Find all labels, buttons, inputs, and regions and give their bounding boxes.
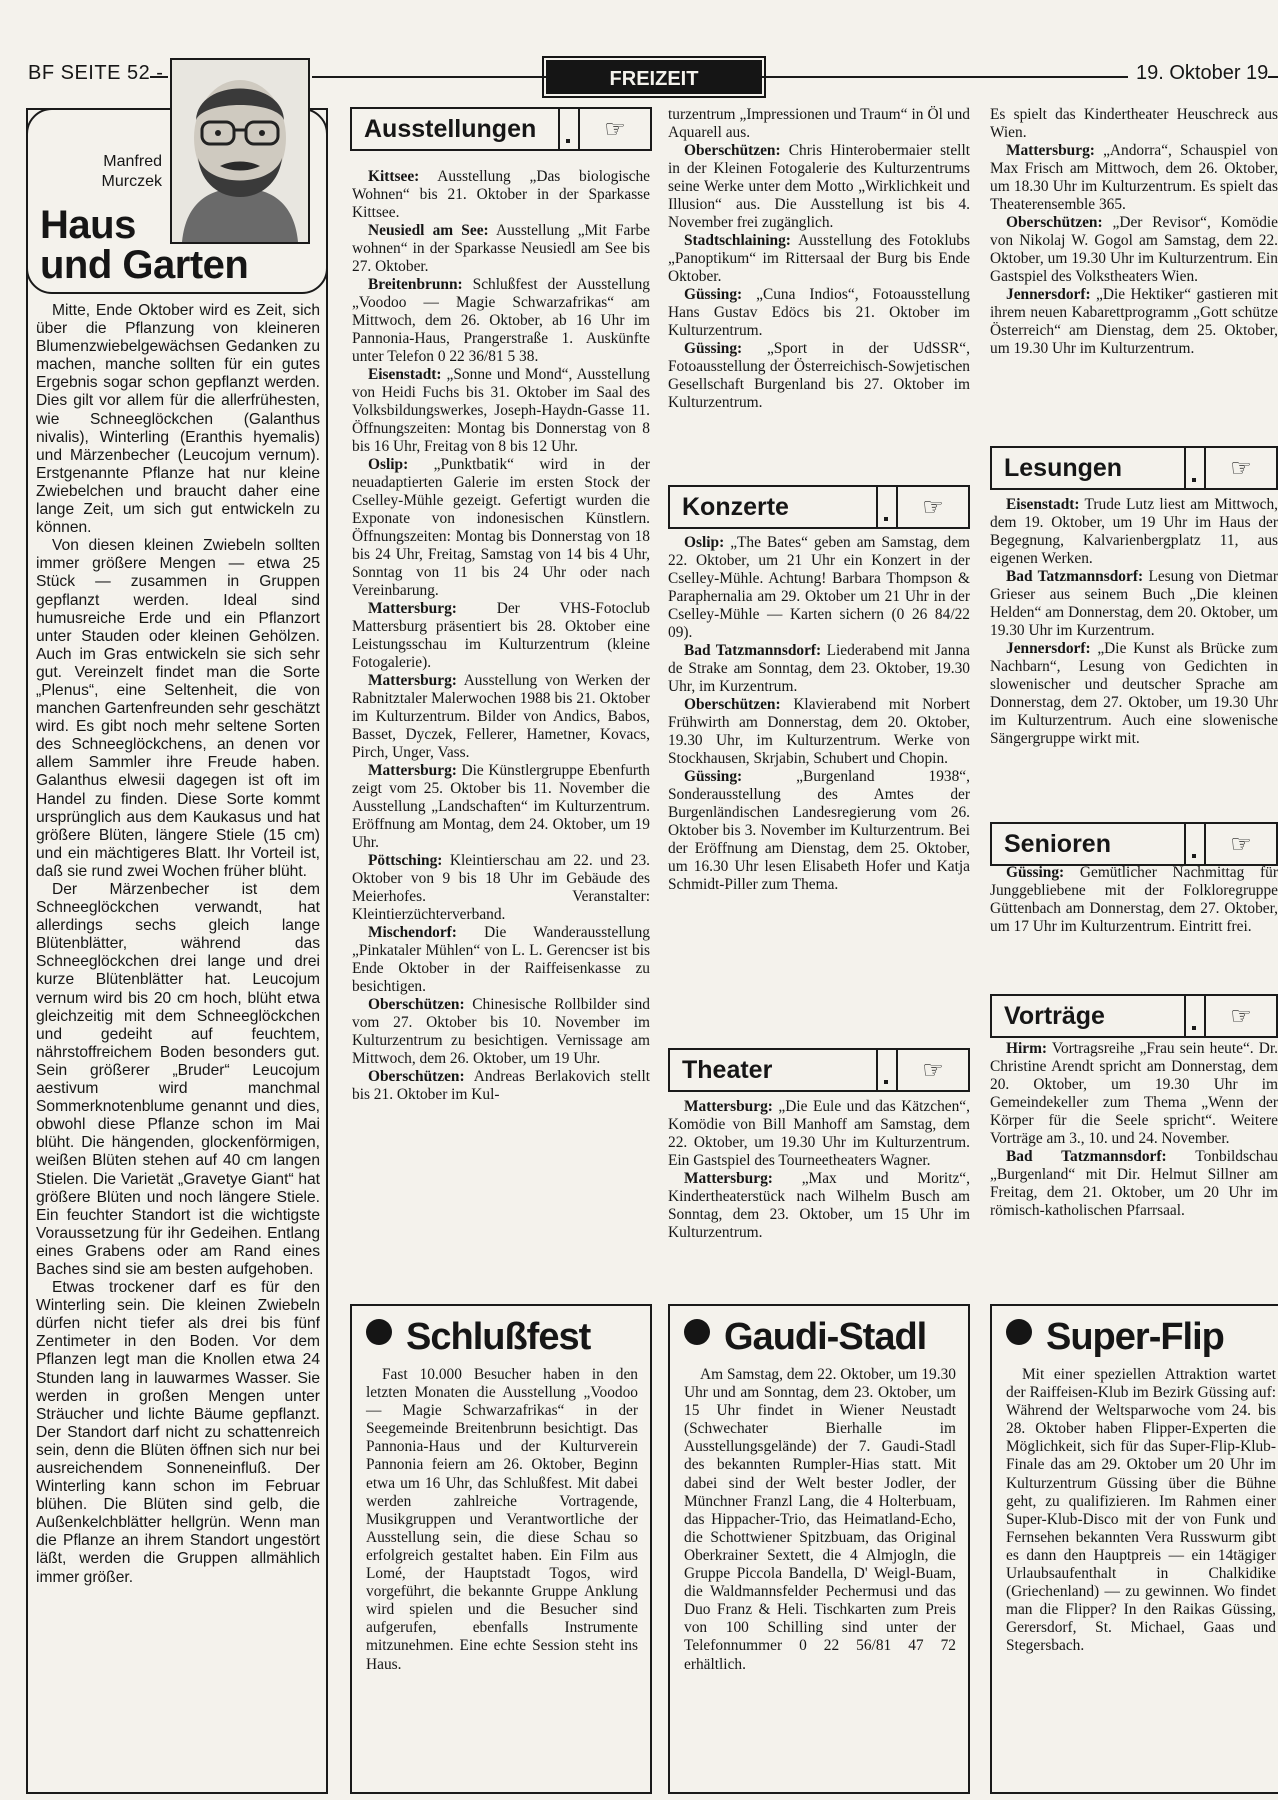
pointing-hand-icon: ☞: [922, 1056, 944, 1084]
feature-box-title: [1006, 1314, 1276, 1360]
listing-text: „Die Kunst als Brücke zum Nachbarn“, Lesung von Gedichten in slowenischer und deutscher Sprache am Donnerstag, dem 27. Oktober, um 19.30 Uhr im Kulturzentrum. Auch eine slowenische Sängergruppe wirkt mit.: [990, 640, 1278, 747]
listing-entry: [990, 568, 1278, 640]
listing-entry: [990, 640, 1278, 748]
listing-text: „Sport in der UdSSR“, Fotoausstellung der Österreichisch-Sowjetischen Gesellschaft Burgenland bis 27. Oktober im Kulturzentrum.: [668, 340, 970, 411]
listing-entry: [990, 214, 1278, 286]
listing-ausstellungen-continued: [668, 106, 970, 412]
listing-text: „Die Hektiker“ gastieren mit ihrem neuen Kabarettprogramm „Gott schütze Österreich“ am Dienstag, dem 25. Oktober, um 19.30 Uhr im Kulturzentrum.: [990, 286, 1278, 357]
feature-box-text: Fast 10.000 Besucher haben in den letzten Monaten die Ausstellung „Voodoo — Magie Schwarzafrikas“ in der Seegemeinde Breitenbrunn besichtigt. Das Pannonia-Haus und der Kulturverein Pannonia feiern am 26. Oktober, Beginn etwa um 16 Uhr, das Schlußfest. Mit dabei werden zahlreiche Vortragende, Musikgruppen und Verantwortliche der Ausstellung sein, die diese Schau so erfolgreich gestaltet haben. Ein Film aus Lomé, der Hauptstadt Togos, wird vorgeführt, die bekannte Gruppe Anklung wird spielen und die Besucher sind aufgerufen, ebenfalls Instrumente mitzunehmen. Eine echte Session steht ins Haus.: [366, 1366, 638, 1673]
listing-place: Güssing:: [684, 768, 743, 785]
listing-entry: [668, 1098, 970, 1170]
listing-text: Vortragsreihe „Frau sein heute“. Dr. Christine Arendt spricht am Donnerstag, dem 20. Oktober, um 19.30 Uhr im Gemeindekeller zum Thema „Wenn der Körper für die Seele spricht“. Weitere Vorträge am 3., 10. und 24. November.: [990, 1040, 1278, 1147]
listing-text: Chris Hinterobermaier stellt in der Kleinen Fotogalerie des Kulturzentrums seine Werke unter dem Motto „Wirklichkeit und Illusion“ aus. Die Ausstellung ist bis 4. November frei zugänglich.: [668, 142, 970, 231]
listing-text: Ausstellung des Fotoklubs „Panoptikum“ im Rittersaal der Burg bis Ende Oktober.: [668, 232, 970, 285]
listing-place: Stadtschlaining:: [684, 232, 791, 249]
listing-text: Ausstellung „Mit Farbe wohnen“ in der Sparkasse Neusiedl am See bis 27. Oktober.: [352, 222, 651, 275]
feature-box-text: Mit einer speziellen Attraktion wartet der Raiffeisen-Klub im Bezirk Güssing auf: Während der Weltsparwoche vom 24. bis 28. Oktober haben Flipper-Experten die Möglichkeit, sich für das Super-Flip-Klub-Finale das am 29. Oktober um 20 Uhr im Kulturzentrum Güssing über die Bühne geht, zu qualifizieren. Im Rahmen einer Super-Klub-Disco mit der von Funk und Fernsehen bekannten Vera Russwurm gibt es dann den Hauptpreis — ein 14tägiger Urlaubsaufenthalt in Chalkidike (Griechenland) — zu gewinnen. Wo findet man die Flipper? In den Raikas Güssing, Gerersdorf, St. Michael, Gaas und Stegersbach.: [1006, 1366, 1276, 1655]
listing-place: Oberschützen:: [368, 1068, 465, 1085]
listing-place: Bad Tatzmannsdorf:: [684, 642, 822, 659]
feature-box-super-flip: [990, 1304, 1278, 1794]
listing-entry: [352, 672, 650, 762]
listing-place: Mattersburg:: [368, 600, 457, 617]
listing-text: Gemütlicher Nachmittag für Junggebliebene mit der Folkloregruppe Güttenbach am Donnerstag, dem 27. Oktober, um 17 Uhr im Kulturzentrum. Eintritt frei.: [990, 864, 1278, 935]
pointing-hand-icon: ☞: [1230, 454, 1252, 482]
listing-entry: [668, 340, 970, 412]
listing-place: Eisenstadt:: [1006, 496, 1080, 513]
listing-text: Ausstellung von Werken der Rabnitztaler Malerwochen 1988 bis 21. Oktober im Kulturzentrum. Bilder von Andics, Babos, Basset, Dyczek, Fellerer, Hametner, Kovacs, Pirch, Unger, Vass.: [352, 672, 651, 761]
listing-text: „Die Eule und das Kätzchen“, Komödie von Bill Manhoff am Samstag, dem 22. Oktober, um 19.30 Uhr im Kulturzentrum. Ein Gastspiel des Tourneetheaters Wagner.: [668, 1098, 970, 1169]
listing-entry: [352, 600, 650, 672]
pointing-hand-icon: ☞: [1230, 1002, 1252, 1030]
listing-entry: [668, 142, 970, 232]
listing-entry: [990, 142, 1278, 214]
feature-box-gaudi-stadl: [668, 1304, 970, 1794]
section-header-vortraege: [990, 994, 1278, 1038]
listing-place: Kittsee:: [368, 168, 420, 185]
listing-entry: [668, 768, 970, 894]
listing-text: Schlußfest der Ausstellung „Voodoo — Magie Schwarzafrikas“ am Mittwoch, dem 26. Oktober, ab 16 Uhr im Pannonia-Haus, Prangerstraße 1. Auskünfte unter Telefon 0 22 36/81 5 38.: [352, 276, 650, 365]
listing-text: Es spielt das Kindertheater Heuschreck aus Wien.: [990, 106, 1278, 141]
author-byline: [50, 152, 162, 192]
section-marker: [876, 487, 898, 527]
article-body: [36, 302, 320, 1587]
listing-place: Güssing:: [684, 286, 743, 303]
section-marker: [1184, 448, 1206, 488]
listing-place: Pöttsching:: [368, 852, 443, 869]
listing-text: „Sonne und Mond“, Ausstellung von Heidi Fuchs bis 31. Oktober im Saal des Volksbildungswerkes, Joseph-Haydn-Gasse 11. Öffnungszeiten: Montag bis Donnerstag von 8 bis 16 Uhr, Freitag von 8 bis 12 Uhr.: [352, 366, 650, 455]
listing-entry: [668, 696, 970, 768]
listing-place: Jennersdorf:: [1006, 640, 1091, 657]
listing-text: Klavierabend mit Norbert Frühwirth am Donnerstag, dem 20. Oktober, 19.30 Uhr, im Kulturzentrum. Werke von Stockhausen, Skrjabin, Schubert und Chopin.: [668, 696, 970, 767]
listing-entry: [352, 168, 650, 222]
listing-entry: [668, 1170, 970, 1242]
listing-place: Oberschützen:: [684, 696, 781, 713]
section-title: Ausstellungen: [364, 115, 537, 143]
listing-text: „Der Revisor“, Komödie von Nikolaj W. Gogol am Samstag, dem 22. Oktober, um 19.30 Uhr im Kulturzentrum. Ein Gastspiel des Volkstheaters Wien.: [990, 214, 1278, 285]
listing-text: „Max und Moritz“, Kindertheaterstück nach Wilhelm Busch am Sonntag, dem 23. Oktober, um 15 Uhr im Kulturzentrum.: [668, 1170, 970, 1241]
listing-entry: [352, 762, 650, 852]
section-header-konzerte: [668, 485, 970, 529]
listing-vortraege: [990, 1040, 1278, 1220]
section-header-senioren: [990, 822, 1278, 866]
listing-konzerte: [668, 534, 970, 894]
listing-entry: [668, 642, 970, 696]
section-badge: FREIZEIT: [546, 60, 762, 94]
listing-text: turzentrum „Impressionen und Traum“ in Öl und Aquarell aus.: [668, 106, 970, 141]
issue-date: 19. Oktober 19: [1128, 62, 1268, 85]
feature-box-title: [684, 1314, 956, 1360]
listing-place: Mattersburg:: [684, 1170, 773, 1187]
listing-place: Oslip:: [368, 456, 409, 473]
listing-place: Jennersdorf:: [1006, 286, 1091, 303]
article-paragraph: Der Märzenbecher ist dem Schneeglöckchen verwandt, hat allerdings sechs gleich lange Blütenblätter, während das Schneeglöckchen drei lange und drei kurze Blütenblätter hat. Leucojum vernum wird bis 20 cm hoch, blüht etwa gleichzeitig mit dem Schneeglöckchen und gedeiht auf feuchtem, nährstoffreichem Boden besonders gut. Sein größerer „Bruder“ Leucojum aestivum wird manchmal Sommerknotenblume genannt und dies, obwohl diese Pflanze schon im Mai blüht. Die hängenden, glockenförmigen, weißen Blüten stehen auf 40 cm langen Stielen. Die Varietät „Gravetye Giant“ hat größere Blüten und noch längere Stiele. Ein feuchter Standort ist die wichtigste Voraussetzung für ihr Gedeihen. Entlang eines Grabens oder am Rand eines Baches sind sie am besten aufgehoben.: [36, 881, 320, 1278]
listing-text: Kleintierschau am 22. und 23. Oktober von 9 bis 18 Uhr im Gebäude des Meierhofes. Veranstalter: Kleintierzüchterverband.: [352, 852, 650, 923]
listing-entry: [668, 286, 970, 340]
page-label: BF SEITE 52 -: [28, 62, 164, 84]
listing-entry: [352, 276, 650, 366]
listing-place: Mattersburg:: [368, 762, 457, 779]
article-title: [40, 205, 248, 285]
feature-box-schlussfest: [350, 1304, 652, 1794]
listing-entry: [352, 996, 650, 1068]
listing-entry: [668, 232, 970, 286]
listing-place: Breitenbrunn:: [368, 276, 463, 293]
section-marker: [558, 109, 580, 149]
author-first-name: Manfred: [103, 153, 162, 170]
listing-text: „Punktbatik“ wird in der neuadaptierten Galerie im ersten Stock der Cselley-Mühle gezeigt. Gefertigt wurden die Exponate von indonesischen Künstlern. Öffnungszeiten: Montag bis Donnerstag von 18 bis 24 Uhr, Freitag, Samstag von 14 bis 4 Uhr, Sonntag von 11 bis 24 Uhr oder nach Vereinbarung.: [352, 456, 650, 599]
listing-place: Bad Tatzmannsdorf:: [1006, 568, 1144, 585]
section-marker: [1184, 824, 1206, 864]
listing-text: Tonbildschau „Burgenland“ mit Dir. Helmut Sillner am Freitag, dem 21. Oktober, um 20 Uhr im römisch-katholischen Pfarrsaal.: [990, 1148, 1278, 1219]
listing-text: Andreas Berlakovich stellt bis 21. Oktober im Kul-: [352, 1068, 650, 1103]
listing-text: Die Wanderausstellung „Pinkataler Mühlen“ von L. L. Gerencser ist bis Ende Oktober in der Raiffeisenkasse zu besichtigen.: [352, 924, 650, 995]
listing-text: Ausstellung „Das biologische Wohnen“ bis 21. Oktober in der Sparkasse Kittsee.: [352, 168, 650, 221]
listing-ausstellungen: [352, 168, 650, 1104]
listing-entry: [990, 496, 1278, 568]
listing-entry: [668, 534, 970, 642]
listing-place: Oberschützen:: [1006, 214, 1103, 231]
section-header-ausstellungen: [350, 107, 652, 151]
article-paragraph: Etwas trockener darf es für den Winterling sein. Die kleinen Zwiebeln dürfen nicht tiefer als drei bis fünf Zentimeter in den Boden. Vor dem Pflanzen legt man die Knollen etwa 24 Stunden lang in lauwarmes Wasser. Sie werden in großen Mengen unter Sträucher und lichte Bäume gepflanzt. Der Standort darf nicht zu schattenreich sein, denn die Blüten öffnen sich nur bei ausreichendem Sonneneinfluß. Der Winterling kann schon im Februar blühen. Die Blüten sind gelb, die Außenkelchblätter hellgrün. Wenn man die Pflanze an ihrem Standort ungestört läßt, werden die Gruppen allmählich immer größer.: [36, 1279, 320, 1586]
listing-text: „Andorra“, Schauspiel von Max Frisch am Mittwoch, dem 26. Oktober, um 18.30 Uhr im Kulturzentrum. Es spielt das Theaterensemble 365.: [990, 142, 1278, 213]
listing-place: Mischendorf:: [368, 924, 457, 941]
feature-box-text: Am Samstag, dem 22. Oktober, um 19.30 Uhr und am Sonntag, dem 23. Oktober, um 15 Uhr findet in Wiener Neustadt (Schwechater Bierhalle im Ausstellungsgelände) der 7. Gaudi-Stadl des bekannten Rumpler-Hias statt. Mit dabei sind der Welt bester Jodler, der Münchner Franzl Lang, die 4 Holterbuam, das Hippacher-Trio, das Heimatland-Echo, die Schottwiener Spitzbuam, das Original Oberkrainer Sextett, die 4 Almjogln, die Gruppe Piccola Bandella, D' Weigl-Buam, die Waldmannsfelder Pechermusi und das Duo Franz & Heli. Tischkarten zum Preis von 100 Schilling sind unter der Telefonnummer 0 22 56/81 47 72 erhältlich.: [684, 1366, 956, 1673]
listing-theater-continued: [990, 106, 1278, 358]
listing-place: Mattersburg:: [1006, 142, 1095, 159]
feature-box-title: [366, 1314, 638, 1360]
bullet-icon: [684, 1319, 710, 1345]
section-title: Theater: [682, 1056, 773, 1084]
listing-entry: [990, 286, 1278, 358]
bullet-icon: [1006, 1319, 1032, 1345]
listing-text: „Burgenland 1938“, Sonderausstellung des Amtes der Burgenländischen Landesregierung vom 26. Oktober bis 3. November im Kulturzentrum. Bei der Eröffnung am Dienstag, dem 25. Oktober, um 16.30 Uhr lesen Elisabeth Hofer und Katja Schmidt-Piller zum Thema.: [668, 768, 970, 893]
title-line-2: und Garten: [40, 243, 249, 287]
listing-text: Lesung von Dietmar Grieser aus seinem Buch „Die kleinen Helden“ am Donnerstag, dem 20. Oktober, um 19.30 Uhr im Kurzentrum.: [990, 568, 1278, 639]
listing-text: Die Künstlergruppe Ebenfurth zeigt vom 25. Oktober bis 11. November die Ausstellung „Landschaften“ im Kulturzentrum. Eröffnung am Montag, dem 24. Oktober, um 19 Uhr.: [352, 762, 650, 851]
listing-place: Güssing:: [684, 340, 743, 357]
article-paragraph: Von diesen kleinen Zwiebeln sollten immer größere Mengen — etwa 25 Stück — zusammen in Gruppen gepflanzt werden. Ideal sind humusreiche Erde und ein Pflanzort unter Stauden oder kleinen Gehölzen. Auch im Gras entwickeln sie sich sehr gut. Vereinzelt findet man die Sorte „Plenus“, eine Seltenheit, die von manchen Gartenfreunden sehr geschätzt wird. Es gibt noch mehr seltene Sorten des Schneeglöckchens, an denen vor allem Sammler ihre Freude haben. Galanthus elwesii dagegen ist oft im Handel zu finden. Diese Sorte kommt ursprünglich aus dem Kaukasus und hat größere Blüten, längere Stiele (15 cm) und ein mächtigeres Blatt. Ihr Vorteil ist, daß sie rund zwei Wochen früher blüht.: [36, 537, 320, 880]
section-title: Konzerte: [682, 493, 789, 521]
listing-entry: [990, 106, 1278, 142]
listing-place: Oberschützen:: [684, 142, 781, 159]
pointing-hand-icon: ☞: [922, 493, 944, 521]
listing-entry: [668, 106, 970, 142]
section-marker: [876, 1050, 898, 1090]
listing-place: Eisenstadt:: [368, 366, 442, 383]
section-title: Senioren: [1004, 830, 1111, 858]
pointing-hand-icon: ☞: [1230, 830, 1252, 858]
section-header-lesungen: [990, 446, 1278, 490]
listing-entry: [352, 924, 650, 996]
listing-lesungen: [990, 496, 1278, 748]
section-marker: [1184, 996, 1206, 1036]
listing-place: Güssing:: [1006, 864, 1065, 881]
bullet-icon: [366, 1319, 392, 1345]
article-paragraph: Mitte, Ende Oktober wird es Zeit, sich über die Pflanzung von kleineren Blumenzwiebelgewächsen Gedanken zu machen, manche sollten für ein gutes Ergebnis sogar schon gepflanzt werden. Dies gilt vor allem für die allerfrühesten, wie Schneeglöckchen (Galanthus nivalis), Winterling (Eranthis hyemalis) und Märzenbecher (Leucojum vernum). Erstgenannte Pflanze hat nur kleine Zwiebelchen und braucht daher eine lange Zeit, um sich gut entwickeln zu können.: [36, 302, 320, 537]
listing-entry: [990, 864, 1278, 936]
listing-senioren: [990, 864, 1278, 936]
feature-box-title-text: Super-Flip: [1046, 1316, 1224, 1358]
listing-entry: [352, 366, 650, 456]
listing-entry: [352, 852, 650, 924]
listing-text: Liederabend mit Janna de Strake am Sonntag, dem 23. Oktober, 19.30 Uhr, im Kurzentrum.: [668, 642, 970, 695]
author-last-name: Murczek: [101, 173, 162, 190]
listing-text: „The Bates“ geben am Samstag, dem 22. Oktober, um 21 Uhr ein Konzert in der Cselley-Mühle. Achtung! Barbara Thompson & Paraphernalia am 29. Oktober um 21 Uhr in der Cselley-Mühle — Karten sichern (0 26 84/22 09).: [668, 534, 970, 641]
section-title: Lesungen: [1004, 454, 1123, 482]
listing-entry: [990, 1148, 1278, 1220]
listing-place: Neusiedl am See:: [368, 222, 489, 239]
listing-place: Mattersburg:: [368, 672, 457, 689]
listing-place: Mattersburg:: [684, 1098, 773, 1115]
listing-place: Hirm:: [1006, 1040, 1048, 1057]
title-line-1: Haus: [40, 203, 136, 247]
listing-entry: [352, 456, 650, 600]
listing-entry: [352, 1068, 650, 1104]
listing-place: Oslip:: [684, 534, 725, 551]
listing-text: Der VHS-Fotoclub Mattersburg präsentiert bis 28. Oktober eine Leistungsschau im Kulturzentrum (kleine Fotogalerie).: [352, 600, 650, 671]
listing-text: Trude Lutz liest am Mittwoch, dem 19. Oktober, um 19 Uhr im Haus der Begegnung, Kalvarienbergplatz 11, aus eigenen Werken.: [990, 496, 1278, 567]
section-title: Vorträge: [1004, 1002, 1105, 1030]
section-header-theater: [668, 1048, 970, 1092]
pointing-hand-icon: ☞: [604, 115, 626, 143]
feature-box-title-text: Schlußfest: [406, 1316, 591, 1358]
listing-place: Oberschützen:: [368, 996, 465, 1013]
listing-entry: [352, 222, 650, 276]
listing-entry: [990, 1040, 1278, 1148]
listing-text: Chinesische Rollbilder sind vom 27. Oktober bis 10. November im Kulturzentrum zu besichtigen. Vernissage am Mittwoch, dem 26. Oktober, um 19 Uhr.: [352, 996, 650, 1067]
feature-box-title-text: Gaudi-Stadl: [724, 1316, 927, 1358]
listing-theater: [668, 1098, 970, 1242]
listing-text: „Cuna Indios“, Fotoausstellung Hans Gustav Edöcs bis 21. Oktober im Kulturzentrum.: [668, 286, 970, 339]
listing-place: Bad Tatzmannsdorf:: [1006, 1148, 1167, 1165]
